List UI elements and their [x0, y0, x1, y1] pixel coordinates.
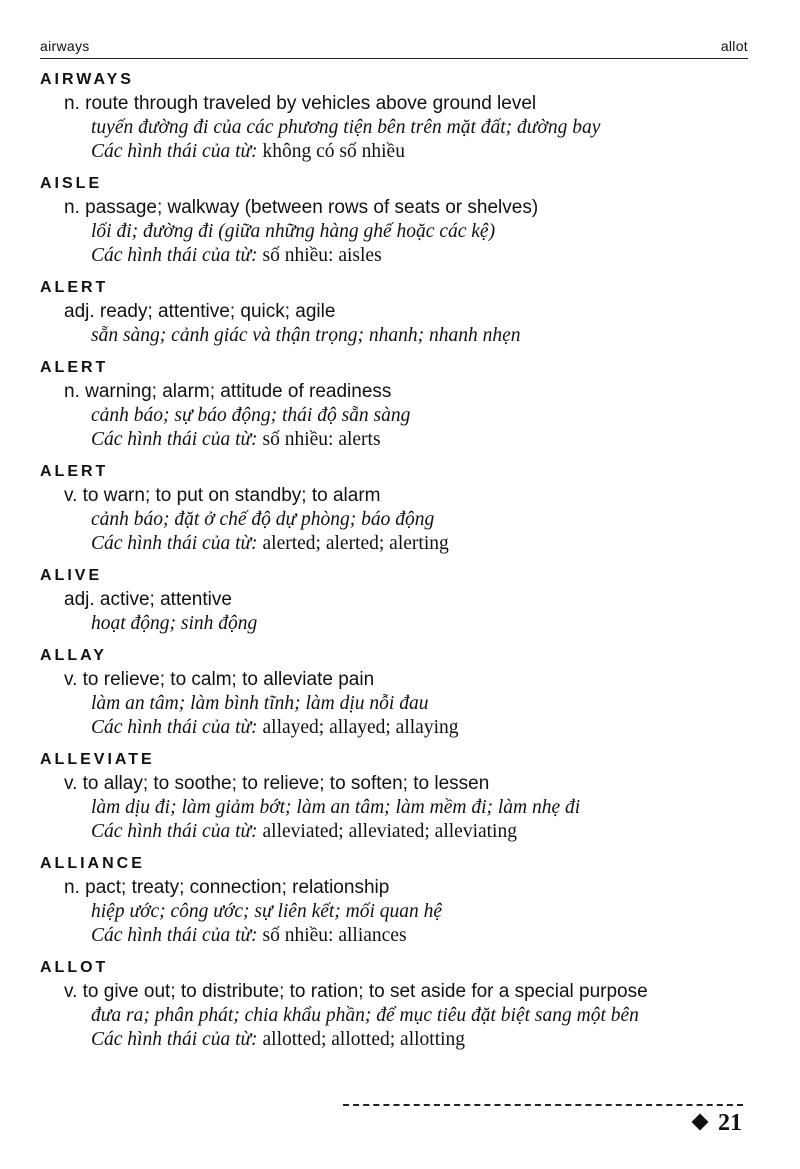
dictionary-entries: [40, 69, 760, 1061]
headword: ALLEVIATE: [40, 751, 155, 768]
word-forms-value: số nhiều: alliances: [262, 925, 407, 946]
english-definition: v. to give out; to distribute; to ration; to set aside for a special purpose: [64, 981, 648, 1002]
vietnamese-translation: tuyến đường đi của các phương tiện bên trên mặt đất; đường bay: [91, 117, 601, 138]
english-definition: v. to allay; to soothe; to relieve; to soften; to lessen: [64, 773, 490, 794]
word-forms: [40, 820, 760, 844]
word-forms-label: Các hình thái của từ:: [91, 533, 258, 554]
word-forms-value: allotted; allotted; allotting: [262, 1029, 466, 1050]
word-forms-label: Các hình thái của từ:: [91, 429, 258, 450]
dictionary-entry: [40, 645, 760, 740]
english-definition: n. warning; alarm; attitude of readiness: [64, 381, 392, 402]
word-forms-label: Các hình thái của từ:: [91, 141, 258, 162]
word-forms: [40, 716, 760, 740]
running-head-first-word: airways: [40, 38, 90, 54]
dictionary-entry: [40, 957, 760, 1052]
dictionary-entry: [40, 173, 760, 268]
headword: ALLIANCE: [40, 855, 145, 872]
word-forms: [40, 428, 760, 452]
word-forms-value: alerted; alerted; alerting: [262, 533, 449, 554]
page-footer: [694, 1110, 742, 1137]
headword: ALIVE: [40, 567, 103, 584]
headword: ALLAY: [40, 647, 107, 664]
word-forms: [40, 140, 760, 164]
vietnamese-translation: hiệp ước; công ước; sự liên kết; mối quan hệ: [91, 901, 443, 922]
english-definition: n. pact; treaty; connection; relationship: [64, 877, 390, 898]
english-definition: adj. ready; attentive; quick; agile: [64, 301, 336, 322]
word-forms-label: Các hình thái của từ:: [91, 245, 258, 266]
word-forms-label: Các hình thái của từ:: [91, 717, 258, 738]
running-head-last-word: allot: [720, 38, 748, 54]
dictionary-entry: [40, 565, 760, 636]
headword: ALERT: [40, 359, 109, 376]
headword: ALERT: [40, 463, 109, 480]
vietnamese-translation: hoạt động; sinh động: [91, 613, 258, 634]
dictionary-entry: [40, 277, 760, 348]
dictionary-entry: [40, 749, 760, 844]
english-definition: v. to warn; to put on standby; to alarm: [64, 485, 381, 506]
word-forms-label: Các hình thái của từ:: [91, 1029, 258, 1050]
diamond-icon: [692, 1114, 709, 1131]
vietnamese-translation: cảnh báo; đặt ở chế độ dự phòng; báo động: [91, 509, 435, 530]
word-forms-value: allayed; allayed; allaying: [262, 717, 459, 738]
word-forms-label: Các hình thái của từ:: [91, 925, 258, 946]
vietnamese-translation: đưa ra; phân phát; chia khẩu phần; để mục tiêu đặt biệt sang một bên: [91, 1005, 639, 1026]
word-forms: [40, 532, 760, 556]
word-forms-value: số nhiều: aisles: [262, 245, 382, 266]
vietnamese-translation: sẵn sàng; cảnh giác và thận trọng; nhanh; nhanh nhẹn: [91, 325, 521, 346]
english-definition: v. to relieve; to calm; to alleviate pain: [64, 669, 375, 690]
running-head: [40, 38, 748, 59]
word-forms: [40, 244, 760, 268]
headword: ALLOT: [40, 959, 109, 976]
word-forms-value: không có số nhiều: [262, 141, 405, 162]
word-forms-value: số nhiều: alerts: [262, 429, 381, 450]
word-forms: [40, 924, 760, 948]
english-definition: n. route through traveled by vehicles above ground level: [64, 93, 537, 114]
dictionary-entry: [40, 853, 760, 948]
headword: AIRWAYS: [40, 71, 134, 88]
page-number: 21: [718, 1110, 742, 1136]
vietnamese-translation: làm dịu đi; làm giảm bớt; làm an tâm; làm mềm đi; làm nhẹ đi: [91, 797, 581, 818]
headword: AISLE: [40, 175, 103, 192]
dictionary-entry: [40, 461, 760, 556]
english-definition: adj. active; attentive: [64, 589, 232, 610]
vietnamese-translation: cảnh báo; sự báo động; thái độ sẵn sàng: [91, 405, 411, 426]
word-forms-label: Các hình thái của từ:: [91, 821, 258, 842]
dictionary-entry: [40, 69, 760, 164]
vietnamese-translation: lối đi; đường đi (giữa những hàng ghế hoặc các kệ): [91, 221, 496, 242]
dictionary-entry: [40, 357, 760, 452]
english-definition: n. passage; walkway (between rows of seats or shelves): [64, 197, 539, 218]
word-forms: [40, 1028, 760, 1052]
word-forms-value: alleviated; alleviated; alleviating: [262, 821, 517, 842]
vietnamese-translation: làm an tâm; làm bình tĩnh; làm dịu nỗi đau: [91, 693, 429, 714]
headword: ALERT: [40, 279, 109, 296]
footer-dashed-rule: [343, 1104, 743, 1106]
